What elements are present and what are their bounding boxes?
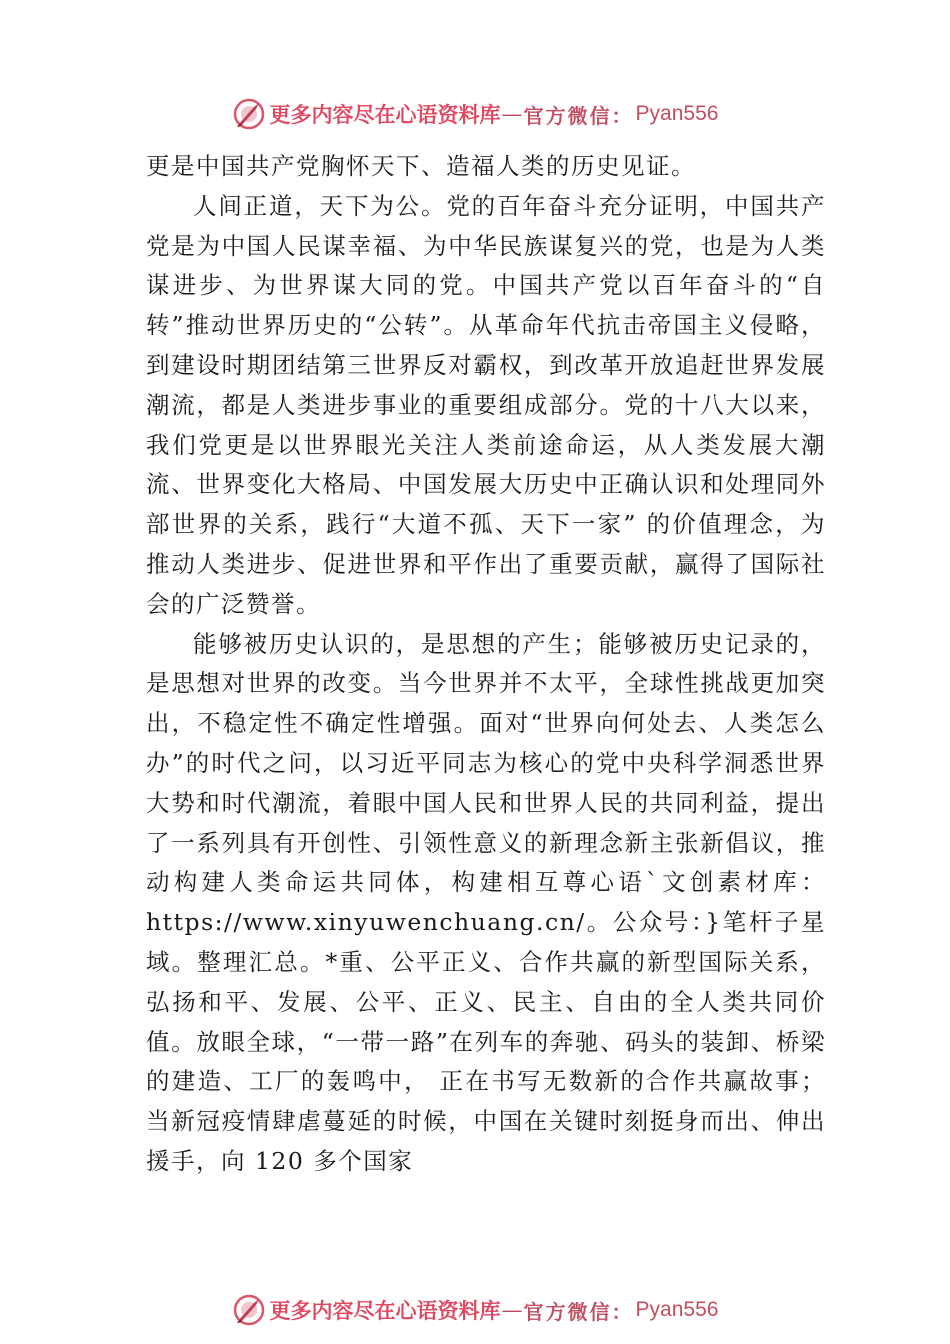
- header-brand: 更多内容尽在心语资料库: [269, 102, 501, 127]
- footer-wechat-label: 官方微信：: [523, 1299, 634, 1324]
- header-dash: —: [501, 102, 523, 126]
- header-wechat-id: Pyan556: [635, 102, 719, 125]
- header-banner: [0, 94, 950, 134]
- paragraph-1: 更是中国共产党胸怀天下、造福人类的历史见证。: [146, 152, 696, 180]
- footer-brand: 更多内容尽在心语资料库: [269, 1298, 501, 1323]
- document-body: [146, 147, 826, 1182]
- paragraph-3: 能够被历史认识的，是思想的产生；能够被历史记录的，是思想对世界的改变。当今世界并不太平，全球性挑战更加突出，不稳定性不确定性增强。面对“世界向何处去、人类怎么办”的时代之问，以习近平同志为核心的党中央科学洞悉世界大势和时代潮流，着眼中国人民和世界人民的共同利益，提出了一系列具有开创性、引领性意义的新理念新主张新倡议，推动构建人类命运共同体，构建相互尊心语`文创素材库：https://www.xinyuwenchuang.cn/。公众号：}笔杆子星域。整理汇总。*重、公平正义、合作共赢的新型国际关系，弘扬和平、发展、公平、正义、民主、自由的全人类共同价值。放眼全球，“一带一路”在列车的奔驰、码头的装卸、桥梁的建造、工厂的轰鸣中， 正在书写无数新的合作共赢故事；当新冠疫情肆虐蔓延的时候，中国在关键时刻挺身而出、伸出援手，向 120 多个国家: [146, 629, 826, 1175]
- footer-banner: [0, 1290, 950, 1330]
- footer-wechat-id: Pyan556: [635, 1298, 719, 1321]
- paragraph-2: 人间正道，天下为公。党的百年奋斗充分证明，中国共产党是为中国人民谋幸福、为中华民族谋复兴的党，也是为人类谋进步、为世界谋大同的党。中国共产党以百年奋斗的“自转”推动世界历史的“公转”。从革命年代抗击帝国主义侵略，到建设时期团结第三世界反对霸权，到改革开放追赶世界发展潮流，都是人类进步事业的重要组成部分。党的十八大以来，我们党更是以世界眼光关注人类前途命运，从人类发展大潮流、世界变化大格局、中国发展大历史中正确认识和处理同外部世界的关系，践行“大道不孤、天下一家” 的价值理念，为推动人类进步、促进世界和平作出了重要贡献，赢得了国际社会的广泛赞誉。: [146, 191, 826, 618]
- brush-logo-icon: [232, 1293, 266, 1327]
- brush-logo-icon: [232, 97, 266, 131]
- footer-dash: —: [501, 1298, 523, 1322]
- header-wechat-label: 官方微信：: [523, 103, 634, 128]
